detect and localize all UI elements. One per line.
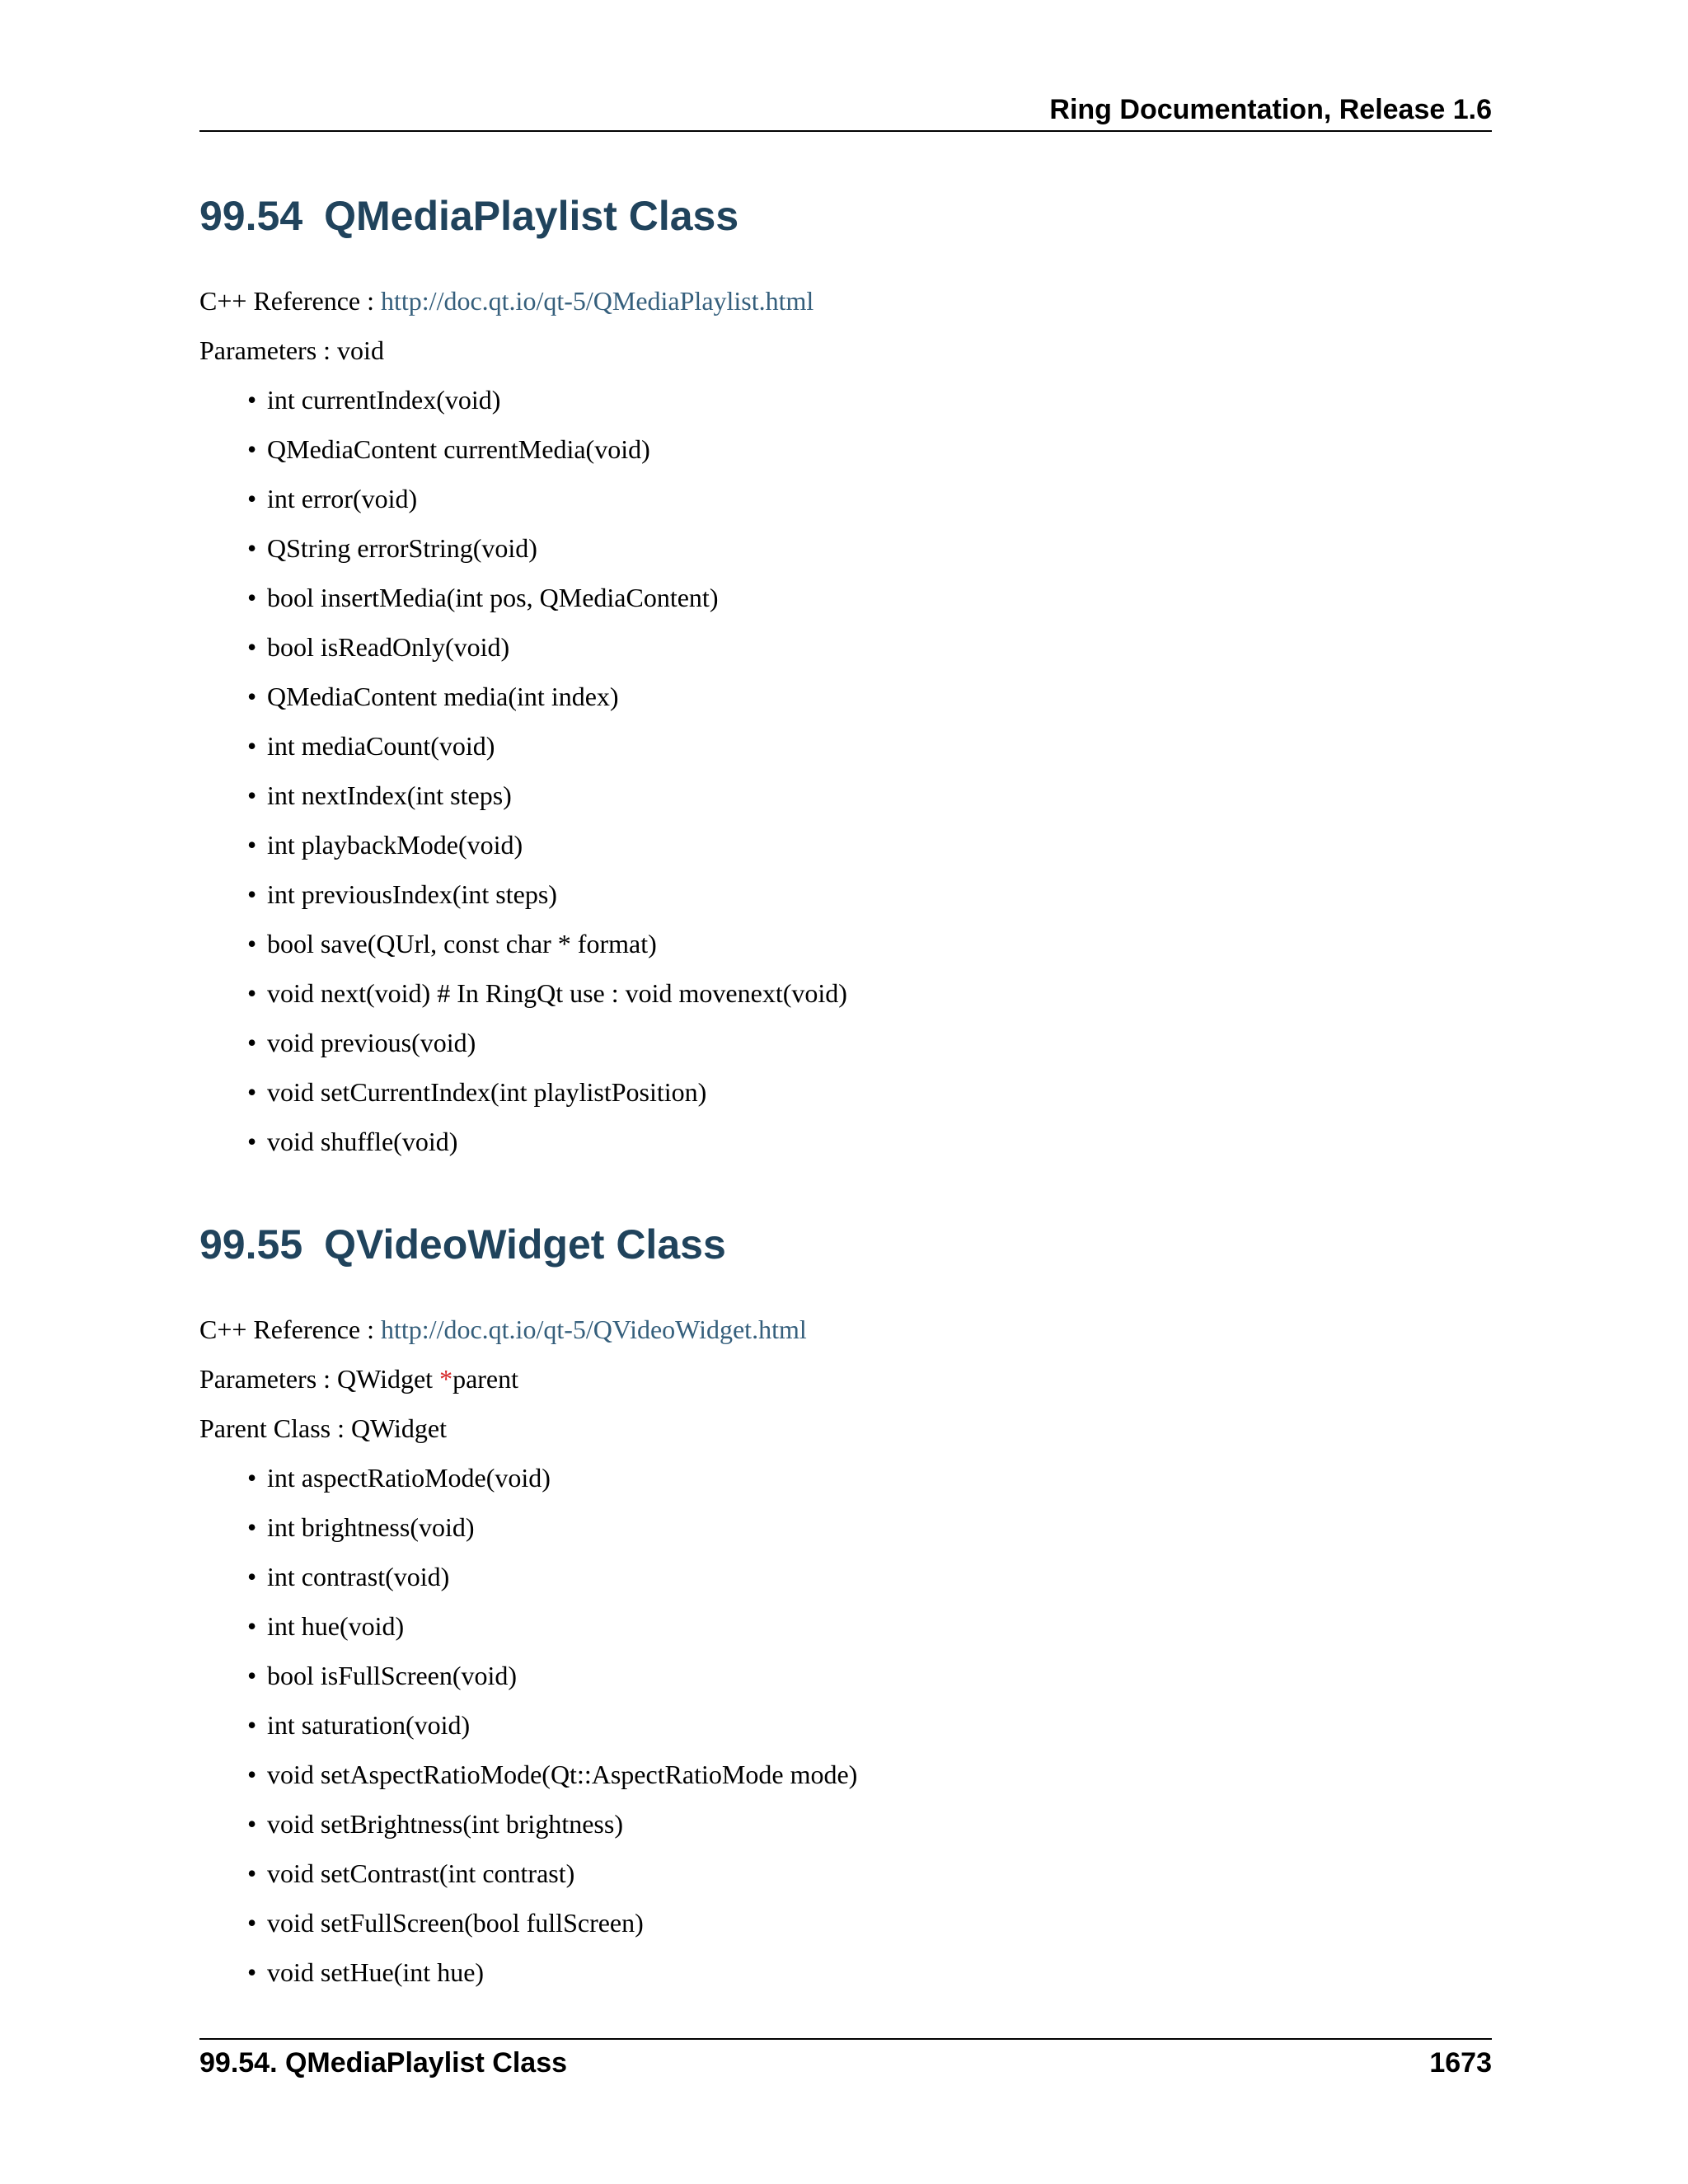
method-item bbox=[247, 828, 847, 878]
bullet-icon: • bbox=[247, 1127, 257, 1156]
method-item bbox=[247, 1708, 857, 1758]
method-list-qmediaplaylist bbox=[247, 383, 847, 1174]
method-item bbox=[247, 433, 847, 482]
bullet-icon: • bbox=[247, 830, 257, 860]
bullet-icon: • bbox=[247, 1858, 257, 1888]
reference-link[interactable]: http://doc.qt.io/qt-5/QMediaPlaylist.html bbox=[381, 286, 814, 316]
bullet-icon: • bbox=[247, 1611, 257, 1641]
method-item bbox=[247, 1758, 858, 1807]
method-item bbox=[247, 927, 847, 977]
method-item bbox=[247, 878, 847, 927]
method-signature: int aspectRatioMode(void) bbox=[267, 1463, 551, 1493]
method-signature: int previousIndex(int steps) bbox=[267, 879, 557, 909]
parameters-type: QWidget bbox=[337, 1364, 434, 1394]
method-item bbox=[247, 1461, 857, 1511]
method-signature: int contrast(void) bbox=[267, 1562, 450, 1591]
section-title-text: QMediaPlaylist Class bbox=[324, 193, 739, 239]
method-item bbox=[247, 1125, 847, 1174]
parent-class-label: Parent Class : bbox=[199, 1413, 345, 1443]
method-item bbox=[247, 1807, 857, 1857]
bullet-icon: • bbox=[247, 879, 257, 909]
method-signature: bool isReadOnly(void) bbox=[267, 632, 510, 662]
method-item bbox=[247, 532, 847, 581]
method-item bbox=[247, 383, 847, 433]
method-item bbox=[247, 1511, 857, 1560]
method-signature: int nextIndex(int steps) bbox=[267, 780, 512, 810]
method-signature: int hue(void) bbox=[267, 1611, 405, 1641]
bullet-icon: • bbox=[247, 978, 257, 1008]
method-signature: void shuffle(void) bbox=[267, 1127, 458, 1156]
bullet-icon: • bbox=[247, 533, 257, 563]
bullet-icon: • bbox=[247, 1028, 257, 1057]
parent-class-value: QWidget bbox=[350, 1413, 447, 1443]
method-item bbox=[247, 482, 847, 532]
method-item bbox=[247, 581, 847, 630]
method-signature: QMediaContent media(int index) bbox=[267, 682, 619, 711]
bullet-icon: • bbox=[247, 434, 257, 464]
method-signature: bool isFullScreen(void) bbox=[267, 1661, 518, 1690]
method-item bbox=[247, 1857, 857, 1906]
bullet-icon: • bbox=[247, 1809, 257, 1839]
bullet-icon: • bbox=[247, 1957, 257, 1987]
pointer-star: * bbox=[439, 1364, 453, 1394]
parameters-name: parent bbox=[452, 1364, 519, 1394]
parent-class-line bbox=[199, 1412, 447, 1445]
method-item bbox=[247, 779, 847, 828]
method-item bbox=[247, 1560, 857, 1610]
bullet-icon: • bbox=[247, 385, 257, 415]
method-signature: void previous(void) bbox=[267, 1028, 476, 1057]
method-signature: int mediaCount(void) bbox=[267, 731, 495, 761]
parameters-label: Parameters : bbox=[199, 335, 331, 365]
bullet-icon: • bbox=[247, 1760, 257, 1789]
bullet-icon: • bbox=[247, 1463, 257, 1493]
reference-link[interactable]: http://doc.qt.io/qt-5/QVideoWidget.html bbox=[381, 1315, 807, 1344]
parameters-label: Parameters : bbox=[199, 1364, 331, 1394]
method-item bbox=[247, 1659, 857, 1708]
method-signature: void setFullScreen(bool fullScreen) bbox=[267, 1908, 644, 1938]
bullet-icon: • bbox=[247, 731, 257, 761]
cpp-reference-line bbox=[199, 284, 814, 317]
method-signature: int currentIndex(void) bbox=[267, 385, 501, 415]
method-signature: bool save(QUrl, const char * format) bbox=[267, 929, 657, 958]
method-list-qvideowidget bbox=[247, 1461, 858, 2005]
parameters-value: void bbox=[337, 335, 384, 365]
bullet-icon: • bbox=[247, 1908, 257, 1938]
method-signature: int error(void) bbox=[267, 484, 418, 513]
bullet-icon: • bbox=[247, 682, 257, 711]
section-title-qmediaplaylist bbox=[199, 191, 738, 241]
section-number: 99.55 bbox=[199, 1221, 303, 1268]
bullet-icon: • bbox=[247, 1562, 257, 1591]
method-signature: int playbackMode(void) bbox=[267, 830, 523, 860]
reference-label: C++ Reference : bbox=[199, 1315, 374, 1344]
parameters-line bbox=[199, 1362, 518, 1395]
method-signature: void setContrast(int contrast) bbox=[267, 1858, 575, 1888]
running-header: Ring Documentation, Release 1.6 bbox=[1049, 94, 1492, 125]
method-signature: void setCurrentIndex(int playlistPosition) bbox=[267, 1077, 707, 1107]
reference-label: C++ Reference : bbox=[199, 286, 374, 316]
bullet-icon: • bbox=[247, 583, 257, 612]
section-title-qvideowidget bbox=[199, 1220, 726, 1269]
method-item bbox=[247, 680, 847, 729]
page-number: 1673 bbox=[1429, 2047, 1492, 2079]
cpp-reference-line bbox=[199, 1313, 807, 1346]
footer-divider bbox=[199, 2038, 1492, 2040]
section-title-text: QVideoWidget Class bbox=[324, 1221, 726, 1268]
section-number: 99.54 bbox=[199, 193, 303, 239]
method-signature: void setBrightness(int brightness) bbox=[267, 1809, 623, 1839]
method-signature: void setHue(int hue) bbox=[267, 1957, 485, 1987]
method-signature: bool insertMedia(int pos, QMediaContent) bbox=[267, 583, 719, 612]
method-signature: QString errorString(void) bbox=[267, 533, 537, 563]
bullet-icon: • bbox=[247, 1512, 257, 1542]
method-item bbox=[247, 1026, 847, 1076]
method-signature: void setAspectRatioMode(Qt::AspectRatioMode mode) bbox=[267, 1760, 858, 1789]
method-item bbox=[247, 1956, 857, 2005]
method-item bbox=[247, 630, 847, 680]
method-signature: void next(void) # In RingQt use : void movenext(void) bbox=[267, 978, 847, 1008]
method-item bbox=[247, 1076, 847, 1125]
bullet-icon: • bbox=[247, 1077, 257, 1107]
method-item bbox=[247, 1906, 857, 1956]
method-item bbox=[247, 977, 847, 1026]
bullet-icon: • bbox=[247, 1710, 257, 1740]
parameters-line bbox=[199, 334, 384, 367]
method-item bbox=[247, 1610, 857, 1659]
header-divider bbox=[199, 130, 1492, 132]
method-signature: int saturation(void) bbox=[267, 1710, 471, 1740]
document-page bbox=[199, 0, 1492, 2184]
bullet-icon: • bbox=[247, 632, 257, 662]
bullet-icon: • bbox=[247, 780, 257, 810]
bullet-icon: • bbox=[247, 929, 257, 958]
bullet-icon: • bbox=[247, 484, 257, 513]
method-signature: QMediaContent currentMedia(void) bbox=[267, 434, 650, 464]
bullet-icon: • bbox=[247, 1661, 257, 1690]
method-signature: int brightness(void) bbox=[267, 1512, 475, 1542]
footer-section-label: 99.54. QMediaPlaylist Class bbox=[199, 2047, 568, 2079]
method-item bbox=[247, 729, 847, 779]
